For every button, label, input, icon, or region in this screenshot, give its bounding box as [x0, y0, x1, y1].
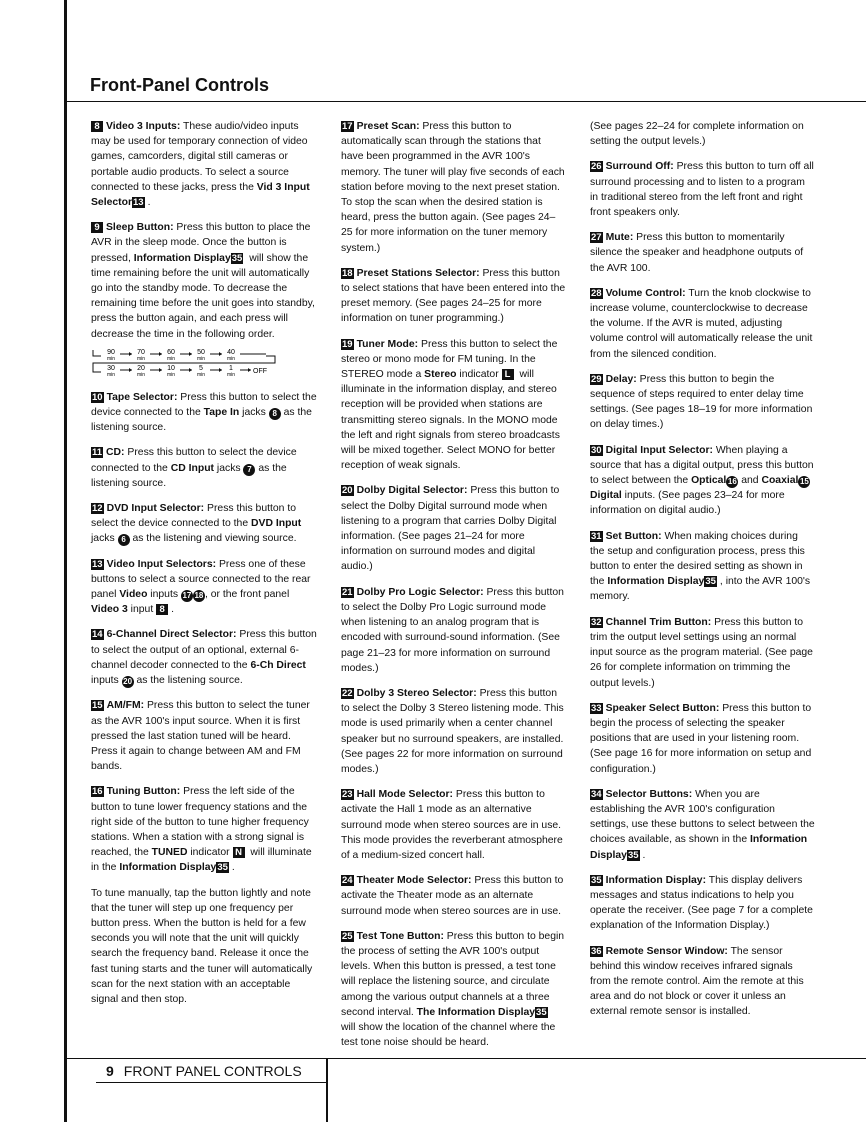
- sleep-time-unit: min: [226, 371, 236, 378]
- rear-panel-ref-number: 6: [118, 534, 130, 546]
- arrow-head: [219, 368, 222, 372]
- body-text: jacks: [239, 407, 269, 419]
- item-number-badge: 16: [92, 786, 103, 798]
- item-heading: Dolby Pro Logic Selector:: [356, 586, 484, 598]
- control-description: [590, 286, 815, 362]
- item-heading: Video 3 Inputs:: [106, 121, 181, 132]
- control-description: [91, 627, 318, 688]
- item-heading: Set Button:: [605, 530, 662, 542]
- item-heading: AM/FM:: [106, 700, 145, 712]
- item-number-badge: 25: [342, 930, 353, 942]
- control-description: [590, 443, 815, 519]
- page-title: Front-Panel Controls: [90, 75, 269, 95]
- item-reference: Video 3: [91, 604, 128, 616]
- body-text: will show the location of the channel where the test tone noise should be heard.: [341, 1021, 556, 1049]
- page-footer: [106, 1063, 302, 1079]
- item-number-badge: 30: [591, 444, 602, 456]
- body-text: will show the time remaining before the unit will automatically go into the standby mode. To decrease the remaining time before the unit goes into standby, press the button again, and each press will decrease the time in the following order.: [91, 252, 315, 340]
- control-description: [91, 390, 318, 436]
- item-number-badge: 21: [342, 586, 353, 598]
- sleep-time-unit: min: [106, 355, 116, 362]
- body-text: Press this button to select the device connected to the: [91, 391, 317, 419]
- control-description: [341, 266, 566, 327]
- item-heading: Sleep Button:: [106, 222, 174, 234]
- body-text: Press this button to place the AVR in the sleep mode. Once the button is pressed,: [91, 222, 311, 264]
- body-text: To tune manually, tap the button lightly and note that the tuner will step up one frequency per button press. When the button is held for a few seconds you will note that the unit will quickly search the frequency band. Release it once the fast tuning starts and the tuner will automatically scan for the next station with an acceptable signal and then stop.: [91, 887, 313, 1005]
- sleep-time-unit: min: [226, 355, 236, 362]
- item-reference: Optical: [691, 475, 727, 487]
- item-heading: Remote Sensor Window:: [605, 945, 728, 957]
- front-panel-ref-number: N: [233, 847, 245, 858]
- flow-line: [93, 350, 101, 356]
- control-description: [590, 787, 815, 863]
- sleep-time-unit: min: [166, 355, 176, 362]
- item-reference: Vid 3 Input Selector: [91, 181, 310, 209]
- body-text: Press this button to select the device connected to the: [91, 447, 297, 474]
- control-description: [341, 787, 566, 863]
- item-reference: Tape In: [203, 407, 240, 419]
- sleep-time-value: 10: [167, 364, 175, 372]
- control-description: [590, 529, 815, 605]
- front-panel-ref-number: 35: [627, 849, 639, 861]
- rear-panel-ref-number: 17: [182, 591, 192, 601]
- body-text: When you are establishing the AVR 100's configuration settings, use these buttons to select between the choices available, as shown in the: [590, 788, 815, 846]
- arrow-head: [189, 352, 192, 356]
- rear-panel-ref-number: 7: [243, 464, 255, 476]
- footer-underline: [96, 1082, 326, 1083]
- item-heading: CD:: [106, 447, 125, 459]
- body-text: Press this button to select the Dolby 3 Stereo listening mode. This mode is used primarily when a center channel speaker but no surround speakers, are installed. (See pages 22 for more information on surround modes.): [341, 687, 564, 775]
- column-3: [590, 119, 815, 1030]
- sleep-time-value: 90: [107, 348, 115, 356]
- item-heading: Hall Mode Selector:: [356, 789, 454, 801]
- control-description: [91, 220, 318, 342]
- body-text: The sensor behind this window receives infrared signals from the remote control. Aim the remote at this area and do not block or cover it unless an external remote sensor is installed.: [590, 945, 804, 1018]
- item-number-badge: 18: [342, 267, 353, 279]
- item-reference: Stereo: [424, 369, 457, 381]
- item-number-badge: 9: [91, 222, 103, 233]
- body-text: inputs. (See pages 23–24 for more information on digital audio.): [590, 490, 785, 517]
- sleep-time-value: 30: [107, 364, 115, 372]
- item-heading: Video Input Selectors:: [106, 558, 217, 570]
- arrow-head: [189, 368, 192, 372]
- item-heading: Preset Stations Selector:: [356, 267, 480, 279]
- control-description: [91, 698, 318, 774]
- item-number-badge: 26: [591, 161, 602, 173]
- left-margin-rule: [64, 0, 67, 1122]
- item-number-badge: 17: [342, 121, 353, 132]
- control-description: [590, 230, 815, 276]
- sleep-time-unit: min: [106, 371, 116, 378]
- body-text: .: [231, 862, 235, 874]
- body-text: Press this button to activate the Hall 1 mode as an alternative surround mode when stereo sources are in use. This mode provides the reverberant atmosphere of a medium-sized concert hall.: [341, 789, 563, 861]
- body-text: Press this button to turn off all surround processing and to listen to a program in traditional stereo from the left front and right front speakers only.: [590, 161, 814, 219]
- body-text: Press this button to select the Dolby Pro Logic surround mode when listening to an analog program that is encoded with surround-sound information. (See page 21–23 for more information on surround modes.): [341, 586, 564, 674]
- control-description: [590, 944, 815, 1020]
- front-panel-ref-number: 35: [536, 1006, 547, 1018]
- item-reference: Information Display: [133, 252, 231, 264]
- item-number-badge: 15: [92, 700, 103, 712]
- body-text: Press this button to select the tuner as the AVR 100's input source. When it is first pressed the last station tuned will be heard. Press it again to change between AM and FM bands.: [91, 700, 310, 773]
- body-text: (See pages 22–24 for complete information on setting the output levels.): [590, 121, 804, 148]
- sleep-time-value: 70: [137, 348, 145, 356]
- control-description: [91, 501, 318, 547]
- body-text: indicator: [456, 369, 502, 381]
- item-heading: Test Tone Button:: [356, 930, 444, 942]
- body-text: When playing a source that has a digital output, press this button to select between the: [590, 444, 814, 487]
- control-description: [590, 701, 815, 777]
- control-description: [590, 159, 815, 220]
- body-text: will illuminate in the: [91, 847, 312, 874]
- body-text: When making choices during the setup and configuration process, press this button to enter the desired setting as shown in the: [590, 530, 805, 588]
- item-heading: Channel Trim Button:: [605, 616, 712, 628]
- body-text: will illuminate in the information display, and stereo reception will be provided when stations are transmitting stereo signals. In the MONO mode the left and right signals from stereo broadcasts will be mixed together. Select MONO for better reception of weak signals.: [341, 369, 560, 472]
- control-description: [590, 873, 815, 934]
- item-heading: Digital Input Selector:: [605, 444, 713, 456]
- item-heading: Theater Mode Selector:: [356, 875, 472, 887]
- item-heading: Volume Control:: [605, 287, 686, 299]
- rear-panel-ref-number: 15: [799, 477, 809, 487]
- sleep-time-unit: min: [196, 371, 206, 378]
- item-number-badge: 24: [342, 875, 353, 887]
- item-number-badge: 31: [591, 530, 602, 542]
- item-number-badge: 14: [92, 629, 103, 641]
- body-text: Press this button to begin the sequence of steps required to enter delay time settings. (See pages 18–19 for more information on delay times.): [590, 373, 813, 431]
- footer-section-title: FRONT PANEL CONTROLS: [123, 1063, 302, 1079]
- sleep-time-value: 50: [197, 348, 205, 356]
- body-text: Press one of these buttons to select a source connected to the rear panel: [91, 558, 311, 601]
- body-text: , or the front panel: [204, 589, 290, 601]
- control-description: [91, 119, 318, 210]
- arrow-head: [248, 368, 251, 372]
- sleep-time-unit: min: [166, 371, 176, 378]
- sleep-time-value: 60: [167, 348, 175, 356]
- footer-divider: [326, 1058, 328, 1122]
- item-number-badge: 19: [342, 338, 353, 350]
- body-text: Press this button to select the output of an optional, external 6-channel decoder connected to the: [91, 629, 317, 671]
- column-2: [341, 119, 566, 1060]
- body-text: as the listening and viewing source.: [129, 533, 297, 545]
- item-reference: 6-Ch Direct: [250, 659, 306, 671]
- rear-panel-ref-number: 18: [194, 591, 204, 601]
- body-text: Press this button to begin the process of setting the AVR 100's output levels. When this button is pressed, a test tone will replace the listening source, and circulate among the various output channels at a three second interval.: [341, 930, 565, 1018]
- item-number-badge: 23: [342, 789, 353, 801]
- control-description: [590, 119, 815, 149]
- item-heading: Tuner Mode:: [356, 338, 419, 350]
- body-text: .: [642, 849, 646, 861]
- body-text: , into the AVR 100's memory.: [590, 576, 811, 603]
- body-text: as the listening source.: [91, 462, 287, 489]
- arrow-head: [219, 352, 222, 356]
- control-description: [341, 483, 566, 574]
- front-panel-ref-number: 35: [217, 862, 228, 874]
- sleep-timer-sequence-diagram: [91, 346, 287, 380]
- body-text: as the listening source.: [91, 407, 312, 434]
- item-number-badge: 28: [591, 287, 602, 299]
- item-heading: Speaker Select Button:: [605, 702, 720, 714]
- item-heading: DVD Input Selector:: [106, 503, 205, 515]
- body-text: and: [738, 475, 762, 487]
- item-number-badge: 22: [342, 687, 353, 699]
- item-reference: TUNED: [151, 847, 188, 859]
- sleep-time-value: 20: [137, 364, 145, 372]
- item-heading: Tape Selector:: [106, 391, 178, 403]
- footer-rule: [64, 1058, 866, 1059]
- item-heading: Mute:: [605, 232, 634, 244]
- control-description: [341, 119, 566, 256]
- item-reference: Digital: [590, 490, 622, 502]
- arrow-head: [129, 368, 132, 372]
- body-text: Press this button to begin the process of selecting the speaker positions that are used in your listening room. (See page 16 for more information on setup and configuration.): [590, 702, 812, 775]
- item-reference: CD Input: [170, 462, 215, 474]
- control-description: [590, 615, 815, 691]
- sleep-time-value: 1: [229, 364, 233, 372]
- body-text: This display delivers messages and status indications to help you operate the receiver. (See page 7 for a complete explanation of the Information Display.): [590, 874, 813, 932]
- item-reference: Information Display: [590, 834, 808, 861]
- item-heading: Dolby Digital Selector:: [356, 485, 468, 497]
- body-text: indicator: [187, 847, 233, 859]
- item-heading: Surround Off:: [605, 161, 674, 173]
- sleep-off-label: OFF: [253, 367, 267, 375]
- body-text: Press this button to select the device connected to the: [91, 503, 296, 530]
- item-heading: Tuning Button:: [106, 786, 181, 798]
- item-number-badge: 29: [591, 373, 602, 385]
- item-number-badge: 36: [591, 945, 602, 957]
- arrow-head: [159, 368, 162, 372]
- body-text: Press the left side of the button to tune lower frequency stations and the right side of the button to tune higher frequency stations. When a station with a strong signal is reached, the: [91, 786, 309, 859]
- column-1: [91, 119, 318, 1017]
- sleep-time-unit: min: [136, 355, 146, 362]
- item-heading: Dolby 3 Stereo Selector:: [356, 687, 477, 699]
- item-number-badge: 12: [92, 503, 103, 515]
- body-text: Press this button to select the Dolby Digital surround mode when listening to a program that carries Dolby Digital information. (See pages 21–24 for more information on surround modes and digital audio.): [341, 485, 560, 573]
- front-panel-ref-number: 35: [231, 252, 243, 264]
- body-text: Turn the knob clockwise to increase volume, counterclockwise to decrease the volume. If the AVR is muted, adjusting volume control will automatically release the unit from the silenced condition.: [590, 287, 813, 360]
- front-panel-ref-number: 35: [705, 576, 716, 588]
- control-description: [341, 873, 566, 919]
- item-heading: Selector Buttons:: [605, 788, 693, 800]
- item-number-badge: 32: [591, 616, 602, 628]
- control-description: [341, 929, 566, 1051]
- item-heading: 6-Channel Direct Selector:: [106, 629, 237, 641]
- body-text: Press this button to select the stereo or mono mode for FM tuning. In the STEREO mode a: [341, 338, 558, 381]
- sleep-time-value: 40: [227, 348, 235, 356]
- item-reference: DVD Input: [251, 518, 302, 530]
- arrow-head: [159, 352, 162, 356]
- sleep-time-unit: min: [136, 371, 146, 378]
- body-text: jacks: [91, 533, 118, 545]
- item-number-badge: 33: [591, 702, 602, 714]
- body-text: .: [147, 197, 151, 209]
- sleep-time-unit: min: [196, 355, 206, 362]
- item-number-badge: 10: [92, 391, 103, 403]
- front-panel-ref-number: 8: [156, 604, 168, 615]
- body-text: Press this button to trim the output level settings using an normal input source as the program material. (See page 26 for complete information on trimming the output levels.): [590, 616, 813, 689]
- control-description: [341, 686, 566, 777]
- body-text: Press this button to automatically scan through the stations that have been programmed in the AVR 100's memory. The tuner will play five seconds of each station before moving to the next preset station. To stop the scan when the desired station is heard, press the button again. (See pages 24–25 for more information on the tuner memory system.): [341, 121, 565, 254]
- rear-panel-ref-number: 20: [123, 677, 133, 687]
- control-description: [91, 557, 318, 618]
- item-heading: Preset Scan:: [356, 121, 420, 132]
- body-text: as the listening source.: [133, 675, 243, 687]
- control-description: [91, 886, 318, 1008]
- control-description: [341, 337, 566, 474]
- body-text: Press this button to select stations that have been entered into the preset memory. (See pages 24–25 for more information on tuner programming.): [341, 267, 566, 325]
- item-reference: Video: [119, 589, 148, 601]
- item-number-badge: 11: [92, 447, 103, 459]
- item-number-badge: 13: [92, 558, 103, 570]
- arrow-head: [129, 352, 132, 356]
- header-rule: [64, 101, 866, 102]
- item-number-badge: 35: [591, 874, 602, 886]
- body-text: Press this button to activate the Theater mode as an alternate surround mode when stereo sources are in use.: [341, 875, 564, 917]
- front-panel-ref-number: L: [502, 369, 514, 380]
- body-text: input: [127, 604, 157, 616]
- item-number-badge: 27: [591, 232, 602, 244]
- item-heading: Delay:: [605, 373, 637, 385]
- rear-panel-ref-number: 8: [269, 408, 281, 420]
- item-reference: The Information Display: [416, 1006, 536, 1018]
- control-description: [91, 445, 318, 491]
- body-text: These audio/video inputs may be used for temporary connection of video games, camcorders, digital still cameras or portable audio products. To select a source connected to these jacks, press the: [91, 121, 308, 193]
- item-reference: Information Display: [607, 576, 705, 588]
- body-text: Press this button to momentarily silence the speaker and headphone outputs of the AVR 100.: [590, 232, 804, 274]
- body-text: inputs: [147, 589, 181, 601]
- front-panel-ref-number: 13: [133, 197, 144, 209]
- item-reference: Coaxial: [761, 475, 799, 487]
- item-number-badge: 20: [342, 485, 353, 497]
- body-text: .: [171, 604, 174, 616]
- rear-panel-ref-number: 16: [727, 477, 737, 487]
- sleep-time-value: 5: [199, 364, 203, 372]
- control-description: [91, 784, 318, 875]
- item-reference: Information Display: [119, 862, 217, 874]
- item-number-badge: 8: [91, 121, 103, 132]
- body-text: jacks: [214, 462, 244, 474]
- control-description: [341, 585, 566, 676]
- item-heading: Information Display:: [605, 874, 707, 886]
- body-text: inputs: [91, 675, 122, 687]
- item-number-badge: 34: [591, 788, 602, 800]
- control-description: [590, 372, 815, 433]
- page-number: 9: [106, 1063, 114, 1079]
